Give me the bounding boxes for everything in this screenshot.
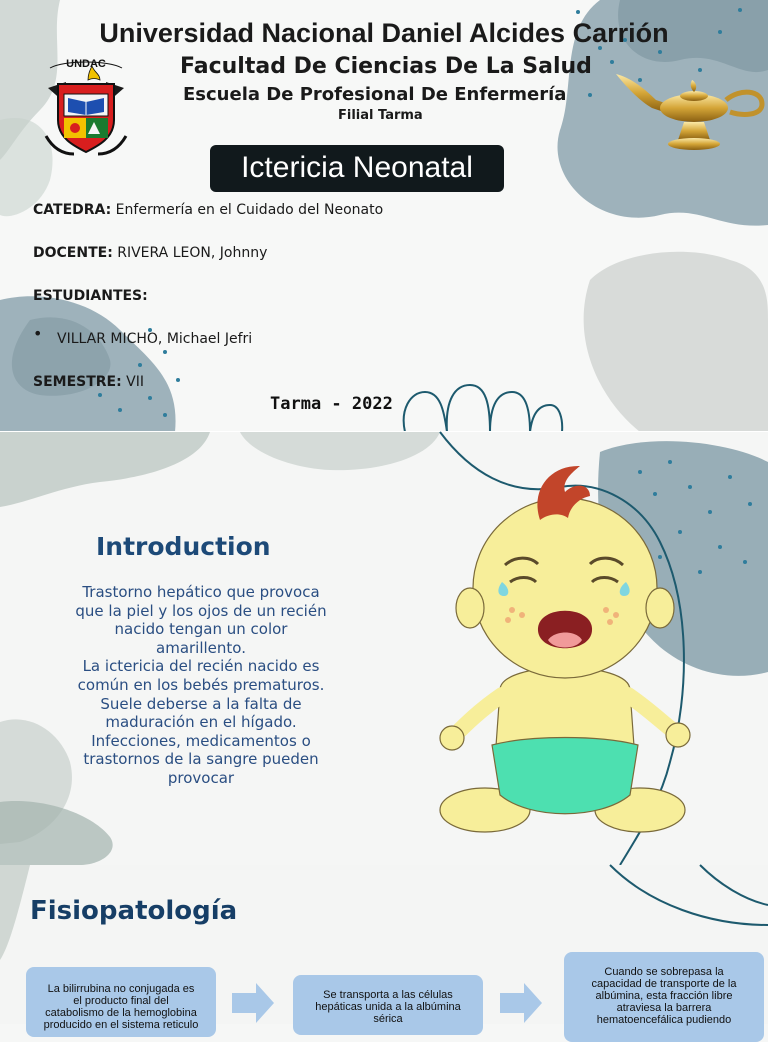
step-line: atraviesa la barrera: [616, 1002, 712, 1014]
step-line: La bilirrubina no conjugada es: [47, 983, 195, 995]
faculty-name: Facultad De Ciencias De La Salud: [180, 54, 592, 79]
university-name: Universidad Nacional Daniel Alcides Carrión: [99, 18, 669, 48]
place-year: Tarma - 2022: [270, 394, 393, 414]
process-step-3: [564, 952, 764, 1042]
intro-line: que la piel y los ojos de un recién: [75, 601, 327, 620]
estudiantes-line: [33, 288, 148, 304]
student-bullet: •: [33, 324, 43, 343]
introduction-heading: Introduction: [96, 532, 271, 561]
step-line: producido en el sistema reticulo: [43, 1019, 199, 1031]
crying-baby-illustration: [430, 460, 700, 850]
step-line: hematoencefálica pudiendo: [596, 1014, 732, 1026]
introduction-slide: [0, 432, 768, 865]
step-line: capacidad de transporte de la: [591, 978, 737, 990]
title-slide: [0, 0, 768, 432]
fisiopatologia-slide: [0, 865, 768, 1031]
presentation-title: Ictericia Neonatal: [210, 145, 504, 192]
introduction-body: [45, 583, 357, 788]
semestre-label: SEMESTRE:: [33, 374, 122, 390]
semestre-line: [33, 374, 144, 390]
process-step-1: [26, 967, 216, 1037]
undac-logo: [44, 58, 128, 156]
intro-line: Trastorno hepático que provoca: [82, 583, 320, 601]
estudiantes-label: ESTUDIANTES:: [33, 288, 148, 304]
genie-lamp-icon: [612, 60, 768, 152]
catedra-value: Enfermería en el Cuidado del Neonato: [111, 202, 384, 218]
fisiopatologia-heading: Fisiopatología: [30, 896, 238, 926]
arrow-right-icon: [232, 983, 274, 1023]
docente-value: RIVERA LEON, Johnny: [112, 245, 268, 261]
intro-line: Infecciones, medicamentos o: [91, 731, 311, 750]
step-line: sérica: [373, 1013, 403, 1025]
branch-name: Filial Tarma: [338, 108, 423, 123]
process-step-2: [293, 975, 483, 1035]
intro-line: común en los bebés prematuros.: [77, 675, 325, 694]
catedra-label: CATEDRA:: [33, 202, 112, 218]
step-line: el producto final del: [73, 995, 169, 1007]
intro-line: amarillento.: [156, 638, 246, 657]
intro-line: trastornos de la sangre pueden: [83, 750, 319, 769]
step-line: catabolismo de la hemoglobina: [45, 1007, 197, 1019]
arrow-right-icon: [500, 983, 542, 1023]
school-name: Escuela De Profesional De Enfermería: [183, 84, 567, 105]
docente-label: DOCENTE:: [33, 245, 113, 261]
docente-line: [33, 245, 267, 261]
intro-line: La ictericia del recién nacido es: [82, 657, 320, 676]
catedra-line: [33, 202, 383, 218]
logo-text: UNDAC: [66, 58, 106, 70]
semestre-value: VII: [121, 374, 145, 390]
step-line: Cuando se sobrepasa la: [604, 966, 724, 978]
step-line: hepáticas unida a la albúmina: [315, 1001, 461, 1013]
intro-line: Suele deberse a la falta de: [100, 694, 302, 713]
intro-line: provocar: [167, 768, 235, 787]
step-line: albúmina, esta fracción libre: [595, 990, 733, 1002]
step-line: Se transporta a las células: [323, 989, 453, 1001]
intro-line: nacido tengan un color: [114, 620, 288, 639]
intro-line: maduración en el hígado.: [105, 713, 297, 732]
student-name: VILLAR MICHO, Michael Jefri: [57, 331, 253, 347]
